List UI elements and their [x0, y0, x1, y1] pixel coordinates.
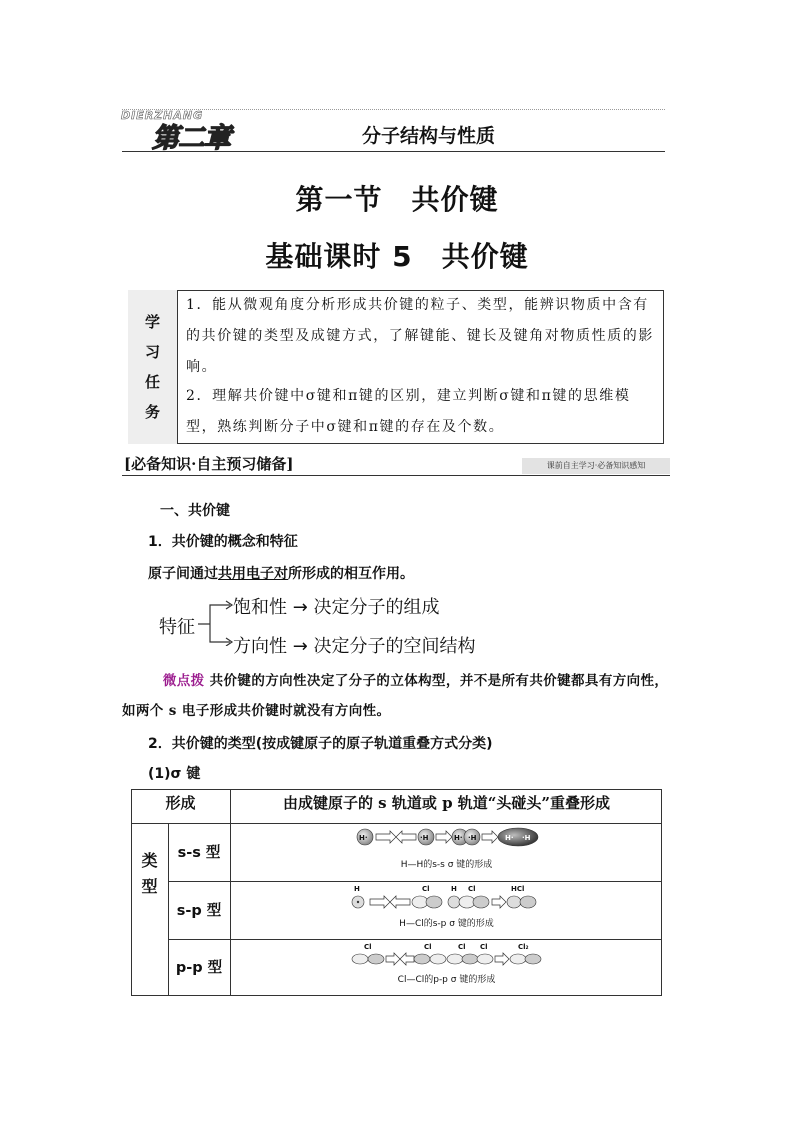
learning-task-1: 1．能从微观角度分析形成共价键的粒子、类型，能辨识物质中含有的共价键的类型及成键方式，了解键能、键长及键角对物质性质的影响。 — [186, 297, 654, 375]
atom-label: Cl₂ — [518, 943, 529, 951]
atom-label: ·H — [420, 834, 429, 842]
atom-label: Cl — [422, 885, 430, 893]
section-bar-tag: 课前自主学习·必备知识感知 — [522, 458, 670, 474]
ss-sigma-diagram — [350, 826, 540, 848]
atom-label: H· — [454, 834, 463, 842]
section-bar-title: [必备知识·自主预习储备] — [124, 455, 294, 473]
atom-label: H — [451, 885, 457, 893]
atom-label: Cl — [468, 885, 476, 893]
table-rule — [131, 823, 662, 824]
definition-keyword: 共用电子对 — [218, 566, 288, 582]
table-rule — [168, 939, 662, 940]
row-label-ss: s-s 型 — [177, 845, 221, 861]
learning-task-2: 2．理解共价键中σ键和π键的区别，建立判断σ键和π键的思维模型，熟练判断分子中σ键和π键的存在及个数。 — [186, 388, 631, 435]
atom-label: Cl — [364, 943, 372, 951]
atom-label: H· — [359, 834, 368, 842]
tip-label: 微点拨 — [162, 673, 205, 689]
chapter-title: 分子结构与性质 — [362, 125, 496, 147]
row-label-pp: p-p 型 — [175, 960, 223, 976]
heading-bond-types: 2．共价键的类型(按成键原子的原子轨道重叠方式分类) — [148, 736, 493, 752]
atom-label: Cl — [458, 943, 466, 951]
row-label-sp: s-p 型 — [176, 903, 222, 919]
lesson-title: 基础课时 5 共价键 — [265, 240, 529, 273]
header-rule — [122, 151, 665, 152]
learning-tasks-label — [128, 290, 178, 444]
task-label-char: 习 — [144, 343, 160, 361]
table-header-left: 形成 — [165, 794, 196, 812]
sp-caption: H—Cl的s-p σ 键的形成 — [399, 919, 494, 929]
atom-label: ·H — [468, 834, 477, 842]
table-type-label: 类 型 — [141, 851, 158, 896]
heading-sigma-bond: (1)σ 键 — [148, 766, 201, 782]
table-rule — [230, 789, 231, 996]
feature-saturation: 饱和性 → 决定分子的组成 — [233, 597, 440, 618]
chapter-pinyin: DIERZHANG — [121, 109, 204, 122]
feature-bracket — [196, 596, 236, 646]
feature-directionality: 方向性 → 决定分子的空间结构 — [233, 636, 476, 657]
table-rule — [168, 881, 662, 882]
task-label-char: 任 — [144, 373, 160, 391]
atom-label: Cl — [480, 943, 488, 951]
feature-label: 特征 — [159, 617, 195, 638]
heading-concept-features: 1．共价键的概念和特征 — [148, 534, 298, 550]
section-title: 第一节 共价键 — [295, 183, 499, 216]
chapter-label: 第二章 — [152, 123, 230, 154]
task-label-char: 学 — [144, 313, 160, 331]
table-header-right: 由成键原子的 s 轨道或 p 轨道“头碰头”重叠形成 — [282, 794, 611, 812]
task-label-char: 务 — [144, 403, 160, 421]
atom-label: H — [354, 885, 360, 893]
definition: 原子间通过共用电子对所形成的相互作用。 — [148, 566, 414, 582]
ss-caption: H—H的s-s σ 键的形成 — [400, 860, 493, 870]
atom-label: H· — [505, 834, 514, 842]
pp-caption: Cl—Cl的p-p σ 键的形成 — [397, 975, 496, 985]
tip-text: 共价键的方向性决定了分子的立体构型，并不是所有共价键都具有方向性，如两个 s 电子形成共价键时就没有方向性。 — [122, 673, 669, 719]
atom-label: HCl — [511, 885, 525, 893]
tip-paragraph — [122, 666, 672, 726]
pp-sigma-diagram — [350, 942, 544, 968]
header-dotted-rule — [122, 109, 665, 110]
atom-label: Cl — [424, 943, 432, 951]
sp-sigma-diagram — [348, 884, 538, 912]
atom-label: ·H — [522, 834, 531, 842]
heading-covalent-bond: 一、共价键 — [160, 503, 230, 519]
